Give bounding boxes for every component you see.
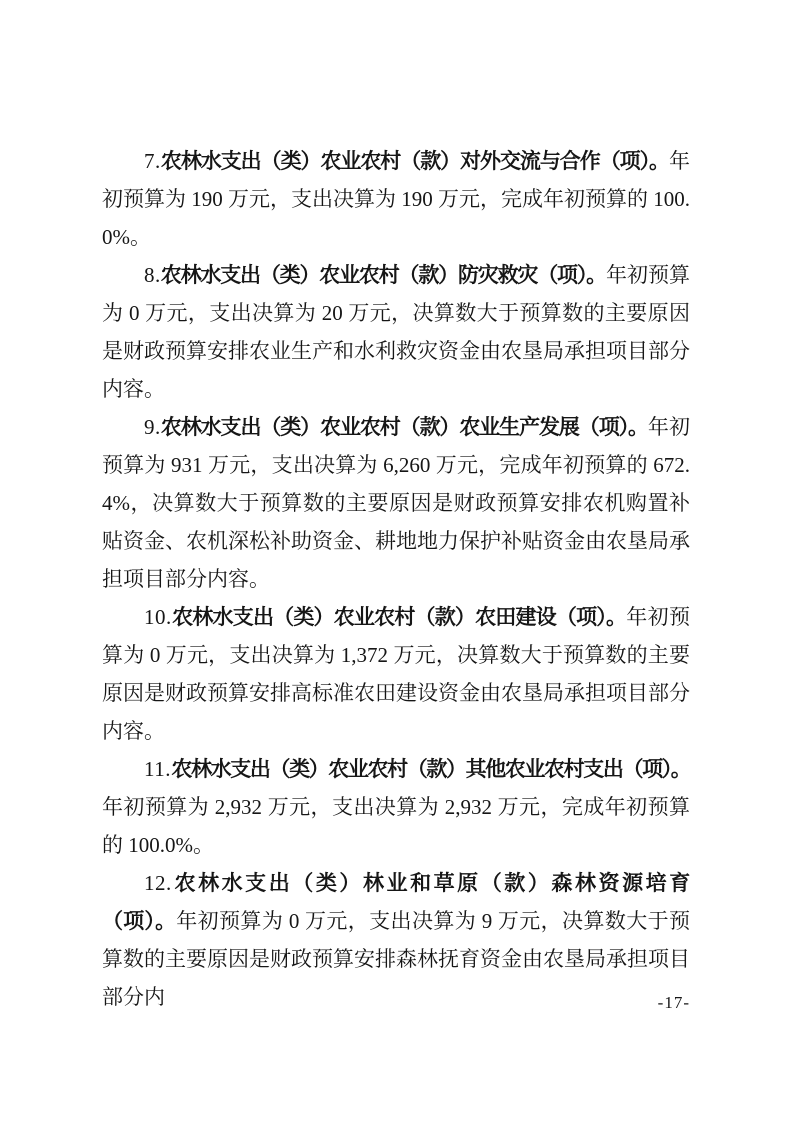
paragraph-heading: 农林水支出（类）农业农村（款）其他农业农村支出（项）。 — [170, 757, 690, 781]
paragraph-text: 年初预算为 2,932 万元，支出决算为 2,932 万元，完成年初预算的 100.0%。 — [102, 795, 690, 857]
paragraph-heading: 农林水支出（类）农业农村（款）农业生产发展（项）。 — [160, 415, 648, 439]
paragraph-number: 12. — [144, 871, 172, 895]
paragraph-heading: 农林水支出（类）农业农村（款）农田建设（项）。 — [171, 605, 627, 629]
paragraph-8 — [102, 256, 690, 408]
paragraph-text: 年初预算为 0 万元，支出决算为 1,372 万元，决算数大于预算数的主要原因是财政预算安排高标准农田建设资金由农垦局承担项目部分内容。 — [102, 605, 690, 743]
document-body — [102, 142, 690, 1016]
paragraph-number: 8. — [144, 263, 161, 287]
paragraph-10 — [102, 598, 690, 750]
paragraph-12 — [102, 864, 690, 1016]
paragraph-number: 7. — [144, 149, 161, 173]
page-number: -17- — [657, 993, 690, 1012]
paragraph-text: 年初预算为 190 万元，支出决算为 190 万元，完成年初预算的 100.0%。 — [102, 149, 690, 249]
paragraph-number: 10. — [144, 605, 172, 629]
paragraph-text: 年初预算为 0 万元，支出决算为 20 万元，决算数大于预算数的主要原因是财政预算安排农业生产和水利救灾资金由农垦局承担项目部分内容。 — [102, 263, 691, 401]
paragraph-heading: 农林水支出（类）林业和草原（款）森林资源培育（项）。 — [102, 871, 690, 933]
paragraph-heading: 农林水支出（类）农业农村（款）防灾救灾（项）。 — [160, 263, 606, 287]
paragraph-text: 年初预算为 0 万元，支出决算为 9 万元，决算数大于预算数的主要原因是财政预算安排森林抚育资金由农垦局承担项目部分内 — [102, 909, 691, 1009]
paragraph-11 — [102, 750, 690, 864]
paragraph-7 — [102, 142, 690, 256]
paragraph-number: 11. — [144, 757, 171, 781]
paragraph-9 — [102, 408, 690, 598]
paragraph-text: 年初预算为 931 万元，支出决算为 6,260 万元，完成年初预算的 672.4%，决算数大于预算数的主要原因是财政预算安排农机购置补贴资金、农机深松补助资金、耕地地力保护补贴资金由农垦局承担项目部分内容。 — [102, 415, 691, 591]
paragraph-heading: 农林水支出（类）农业农村（款）对外交流与合作（项）。 — [160, 149, 669, 173]
paragraph-number: 9. — [144, 415, 161, 439]
